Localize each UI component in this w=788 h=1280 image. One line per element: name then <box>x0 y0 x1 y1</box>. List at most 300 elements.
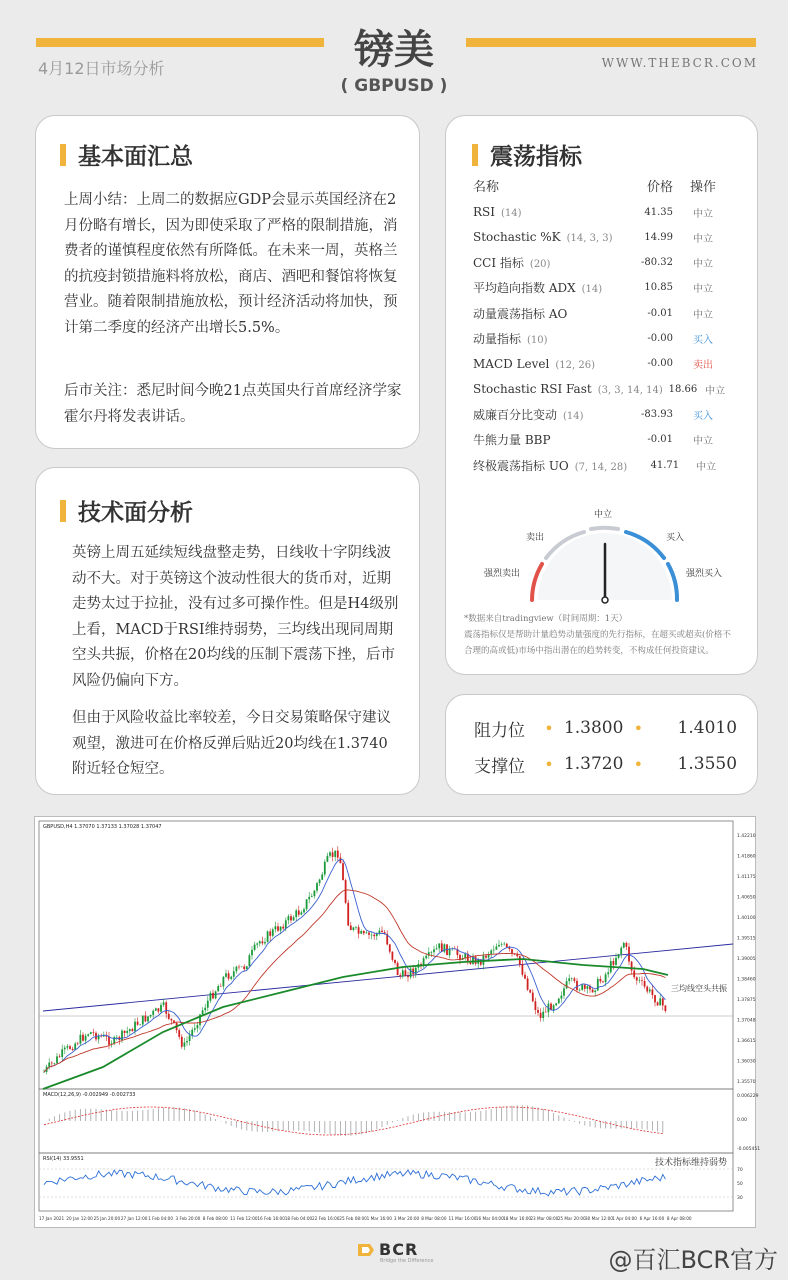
candle-body <box>67 1046 69 1047</box>
candle-body <box>503 944 505 945</box>
candle-body <box>347 903 349 926</box>
candle-body <box>639 980 641 981</box>
time-tick-label: 11 Mar 16:00 <box>448 1216 477 1221</box>
candle-body <box>280 927 282 931</box>
candle-body <box>366 933 368 934</box>
time-tick-label: 3 Feb 20:00 <box>175 1216 201 1221</box>
candle-body <box>269 931 271 935</box>
support-2: 1.3550 <box>677 754 738 774</box>
oscillator-name-cell <box>473 254 615 271</box>
website-url[interactable]: WWW.THEBCR.COM <box>601 56 758 70</box>
candle-body <box>43 1072 45 1073</box>
candle-body <box>358 927 360 934</box>
candle-body <box>506 944 508 948</box>
candle-body <box>301 912 303 914</box>
candle-body <box>329 852 331 855</box>
candle-body <box>407 976 409 977</box>
time-tick-label: 27 Jan 12:00 <box>120 1216 148 1221</box>
candle-body <box>139 1025 141 1026</box>
candle-body <box>371 935 373 936</box>
rsi-header: RSI(14) 33.9551 <box>43 1156 84 1162</box>
candle-body <box>204 1008 206 1011</box>
levels-card <box>445 694 758 795</box>
candle-body <box>207 1001 209 1008</box>
candle-body <box>116 1037 118 1038</box>
candle-body <box>368 933 370 935</box>
candle-body <box>132 1029 134 1031</box>
candle-body <box>212 993 214 999</box>
time-tick-label: 8 Mar 08:00 <box>421 1216 447 1221</box>
oscillator-param: (10) <box>527 335 548 346</box>
candle-body <box>496 947 498 950</box>
bcr-logo <box>356 1240 434 1264</box>
candle-body <box>527 979 529 990</box>
page-subtitle: ( GBPUSD ) <box>340 76 448 96</box>
candle-body <box>327 856 329 862</box>
candle-body <box>160 1005 162 1012</box>
candle-body <box>191 1030 193 1036</box>
oscillator-row <box>473 253 733 273</box>
candle-body <box>249 955 251 966</box>
oscillator-name-cell <box>473 305 615 322</box>
rsi-tick-label: 30 <box>737 1196 743 1201</box>
macd-histogram <box>44 1105 663 1136</box>
report-date: 4月12日市场分析 <box>38 59 165 78</box>
time-tick-label: 30 Mar 12:00 <box>585 1216 613 1221</box>
candle-body <box>561 996 563 999</box>
candle-body <box>238 967 240 968</box>
candle-body <box>553 1005 555 1010</box>
time-tick-label: 17 Jan 2021 <box>39 1216 65 1221</box>
candle-body <box>665 1006 667 1012</box>
candle-body <box>217 986 219 991</box>
time-tick-label: 8 Apr 08:00 <box>666 1216 692 1221</box>
candle-body <box>314 891 316 896</box>
oscillator-price: -0.00 <box>647 333 673 344</box>
technical-strategy: 但由于风险收益比率较差，今日交易策略保守建议观望，激进可在价格反弹后贴近20均线在1.3740附近轻仓短空。 <box>72 710 391 777</box>
candle-body <box>355 927 357 928</box>
candle-body <box>524 975 526 979</box>
time-tick-label: 3 Mar 20:00 <box>393 1216 420 1221</box>
candle-body <box>373 935 375 937</box>
candle-body <box>163 1002 165 1005</box>
price-tick-label: 1.36615 <box>737 1039 756 1044</box>
macd-tick-label: -0.005451 <box>737 1147 761 1152</box>
candle-body <box>602 981 604 982</box>
fundamentals-heading-text: 基本面汇总 <box>78 144 193 170</box>
rsi-annotation: 技术指标维持弱势 <box>655 1158 728 1168</box>
candle-body <box>189 1035 191 1041</box>
candle-body <box>254 945 256 950</box>
candle-body <box>306 899 308 909</box>
oscillator-price: -80.32 <box>640 257 673 269</box>
candle-body <box>623 943 625 948</box>
oscillator-action: 中立 <box>693 208 713 220</box>
candle-body <box>342 863 344 880</box>
candle-body <box>659 998 661 1005</box>
candle-body <box>85 1036 87 1041</box>
candle-body <box>587 986 589 989</box>
rsi-pane-border <box>39 1153 733 1211</box>
candle-body <box>241 967 243 968</box>
fundamentals-summary: 上周小结：上周二的数据应GDP会显示英国经济在2月份略有增长，因为即使采取了严格的限制措施，消费者的谨慎程度依然有所降低。在未来一周，英格兰的抗疫封锁措施料将放松，商店、酒吧和餐馆将恢复营业。随着限制措施放松，预计经济活动将加快，预计第二季度的经济产出增长5.5%。 <box>64 192 398 336</box>
candle-body <box>165 1002 167 1014</box>
candle-body <box>402 970 404 976</box>
candle-body <box>152 1011 154 1015</box>
rsi-line <box>44 1170 665 1196</box>
time-tick-label: 6 Apr 16:00 <box>639 1216 665 1221</box>
oscillator-param: (20) <box>529 259 551 271</box>
oscillator-param: (14) <box>581 284 603 296</box>
candle-body <box>311 896 313 897</box>
oscillator-price: 41.71 <box>650 459 680 471</box>
candle-body <box>657 1002 659 1005</box>
candle-body <box>233 971 235 976</box>
candle-body <box>576 981 578 990</box>
oscillator-name: RSI <box>473 205 495 219</box>
oscillator-row <box>473 227 733 247</box>
candle-body <box>399 975 401 976</box>
resistance-label: 阻力位 <box>474 720 525 741</box>
heading-marker <box>60 144 66 166</box>
candle-body <box>581 985 583 990</box>
candle-body <box>412 969 414 975</box>
candle-body <box>558 999 560 1004</box>
oscillator-param: (14, 3, 3) <box>566 233 613 245</box>
candle-body <box>202 1010 204 1014</box>
price-tick-label: 1.37048 <box>737 1018 756 1024</box>
time-axis <box>39 1216 692 1221</box>
candle-body <box>277 926 279 930</box>
candle-body <box>644 981 646 987</box>
candle-body <box>184 1042 186 1046</box>
candle-body <box>72 1049 74 1050</box>
candle-body <box>215 991 217 998</box>
oscillator-name-cell <box>473 279 615 296</box>
sentiment-gauge <box>446 504 759 624</box>
candle-body <box>436 948 438 949</box>
candle-body <box>641 980 643 981</box>
time-tick-label: 8 Feb 08:00 <box>202 1216 228 1221</box>
candle-body <box>332 852 334 857</box>
candle-body <box>431 952 433 953</box>
candle-body <box>145 1016 147 1022</box>
candle-body <box>542 1012 544 1018</box>
candle-body <box>181 1037 183 1047</box>
candle-body <box>64 1048 66 1050</box>
candle-body <box>584 985 586 989</box>
candle-body <box>636 977 638 980</box>
technical-heading <box>60 494 193 527</box>
candle-body <box>293 917 295 920</box>
fundamentals-heading <box>60 138 193 171</box>
candle-body <box>568 978 570 981</box>
candle-body <box>438 943 440 948</box>
time-tick-label: 1 Apr 04:00 <box>612 1216 637 1221</box>
oscillator-price: -0.01 <box>647 434 673 446</box>
ma-annotation: 三均线空头共振 <box>671 984 727 993</box>
technical-analysis: 英镑上周五延续短线盘整走势，日线收十字阴线波动不大。对于英镑这个波动性很大的货币对，近期走势太过于拉扯，没有过多可操作性。但是H4级别上看，MACD于RSI维持弱势，三均线出现同周期空头共振，价格在20均线的压制下震荡下挫，后市风险仍偏向下方。 <box>72 545 399 689</box>
candle-body <box>303 909 305 912</box>
candle-body <box>223 977 225 987</box>
candle-body <box>285 920 287 928</box>
candle-body <box>600 979 602 982</box>
candle-body <box>654 995 656 1002</box>
candle-body <box>607 972 609 974</box>
time-tick-label: 23 Mar 08:00 <box>530 1216 559 1221</box>
oscillator-name: 动量指标 <box>473 332 522 346</box>
candle-body <box>108 1037 110 1045</box>
candle-body <box>82 1035 84 1041</box>
candle-body <box>129 1029 131 1031</box>
candle-body <box>490 950 492 954</box>
oscillator-action: 中立 <box>693 233 713 245</box>
candle-body <box>511 949 513 953</box>
time-tick-label: 25 Jan 20:00 <box>93 1216 121 1221</box>
time-tick-label: 22 Feb 16:00 <box>312 1216 340 1221</box>
col-price-header: 价格 <box>646 180 673 195</box>
col-name-header: 名称 <box>473 180 500 195</box>
candle-body <box>134 1022 136 1031</box>
oscillator-disclaimer: 震荡指标仅是帮助计量趋势动量强度的先行指标，在超买或超卖(价格不合理的高或低)市场中指出潜在的趋势转变，不构成任何投资建议。 <box>464 630 731 656</box>
candle-body <box>340 858 342 864</box>
candle-body <box>282 927 284 929</box>
candle-body <box>69 1046 71 1049</box>
oscillator-price: -0.01 <box>647 307 673 319</box>
oscillator-name: MACD Level <box>473 356 550 371</box>
candle-body <box>662 998 664 1005</box>
candle-body <box>194 1028 196 1030</box>
oscillator-param: (7, 14, 28) <box>574 461 628 473</box>
candle-body <box>545 1012 547 1013</box>
oscillator-name-cell <box>473 330 615 347</box>
oscillator-name: Stochastic RSI Fast <box>473 382 592 397</box>
candle-body <box>360 931 362 934</box>
candle-body <box>236 967 238 972</box>
oscillator-action: 中立 <box>705 385 726 397</box>
oscillator-name-cell <box>473 205 615 219</box>
candle-body <box>649 990 651 992</box>
price-axis <box>737 833 760 1201</box>
candle-body <box>243 967 245 970</box>
support-label: 支撑位 <box>474 756 525 777</box>
candle-body <box>618 954 620 958</box>
rsi-tick-label: 50 <box>737 1182 743 1187</box>
gauge-label-strong-sell: 强烈卖出 <box>484 569 521 579</box>
candle-body <box>425 956 427 959</box>
candle-body <box>87 1034 89 1036</box>
candle-body <box>220 986 222 987</box>
candle-body <box>592 990 594 993</box>
oscillator-row <box>473 354 733 374</box>
candle-body <box>267 931 269 942</box>
gauge-label-buy: 买入 <box>666 533 685 543</box>
price-tick-label: 1.37875 <box>737 998 756 1003</box>
gauge-label-neutral: 中立 <box>594 510 613 520</box>
macd-header: MACD(12,26,9) -0.002949 -0.002733 <box>43 1092 136 1098</box>
candle-body <box>405 970 407 976</box>
candle-body <box>80 1035 82 1044</box>
candle-body <box>626 943 628 947</box>
oscillator-price: 10.85 <box>644 282 673 294</box>
price-tick-label: 1.36030 <box>737 1059 756 1065</box>
oscillator-action: 买入 <box>693 335 713 346</box>
candle-body <box>142 1016 144 1025</box>
candle-body <box>579 990 581 991</box>
oscillator-name-cell <box>473 406 615 423</box>
candle-body <box>433 949 435 952</box>
oscillator-name: 牛熊力量 BBP <box>473 433 551 448</box>
candle-body <box>392 952 394 960</box>
oscillator-price: 41.35 <box>644 206 673 218</box>
oscillator-row <box>473 329 733 349</box>
price-chart[interactable] <box>34 816 761 1228</box>
chart-symbol-header: GBPUSD,H4 1.37070 1.37133 1.37028 1.37047 <box>43 824 162 830</box>
candle-body <box>168 1014 170 1019</box>
candle-body <box>298 911 300 915</box>
oscillator-action: 中立 <box>693 284 713 296</box>
oscillator-row <box>473 278 733 298</box>
candle-body <box>566 981 568 988</box>
time-tick-label: 25 Feb 08:00 <box>339 1216 367 1221</box>
oscillator-name-cell <box>473 230 615 244</box>
candle-body <box>316 883 318 891</box>
candle-body <box>537 1010 539 1013</box>
candle-body <box>90 1032 92 1034</box>
candle-body <box>519 956 521 964</box>
candle-body <box>363 931 365 933</box>
candle-body <box>613 961 615 965</box>
candle-body <box>620 948 622 954</box>
candle-body <box>295 911 297 918</box>
oscillator-row <box>473 379 733 399</box>
candle-body <box>272 929 274 935</box>
price-tick-label: 1.35570 <box>737 1080 756 1085</box>
candle-body <box>246 966 248 969</box>
candle-body <box>597 979 599 991</box>
candle-body <box>646 987 648 992</box>
candle-body <box>210 993 212 1001</box>
resistance-row <box>474 713 737 743</box>
time-tick-label: 1 Mar 16:00 <box>366 1216 392 1221</box>
candle-body <box>498 945 500 947</box>
candle-body <box>197 1025 199 1028</box>
candle-body <box>264 942 266 943</box>
oscillator-price: -0.00 <box>647 358 673 370</box>
resistance-2: 1.4010 <box>677 718 738 738</box>
candle-body <box>574 978 576 981</box>
fundamentals-outlook: 后市关注：悉尼时间今晚21点英国央行首席经济学家霍尔丹将发表讲话。 <box>64 383 402 425</box>
price-tick-label: 1.39005 <box>737 957 756 962</box>
oscillator-param: (14) <box>563 410 584 422</box>
oscillator-row <box>473 430 733 450</box>
candle-body <box>126 1031 128 1033</box>
candle-body <box>324 862 326 875</box>
bcr-brand: BCR <box>379 1240 419 1259</box>
time-tick-label: 16 Feb 16:00 <box>257 1216 285 1221</box>
candle-body <box>48 1063 50 1067</box>
candle-body <box>394 960 396 963</box>
candle-body <box>444 944 446 952</box>
oscillator-row <box>473 202 733 222</box>
oscillator-action: 卖出 <box>693 360 713 372</box>
candle-body <box>522 964 524 974</box>
candle-body <box>251 950 253 955</box>
candle-body <box>54 1063 56 1064</box>
candle-body <box>155 1008 157 1011</box>
bullet-icon: • <box>633 718 644 738</box>
oscillator-action: 中立 <box>693 309 713 321</box>
oscillator-name: 动量震荡指标 AO <box>473 306 568 321</box>
price-tick-label: 1.42210 <box>737 834 756 839</box>
candle-body <box>290 916 292 920</box>
oscillator-name: Stochastic %K <box>473 230 561 245</box>
time-tick-label: 20 Jan 12:00 <box>66 1216 93 1221</box>
oscillator-name: 平均趋向指数 ADX <box>473 281 576 296</box>
time-tick-label: 25 Mar 20:00 <box>557 1216 586 1221</box>
time-tick-label: 18 Mar 16:00 <box>503 1216 532 1221</box>
technical-heading-text: 技术面分析 <box>78 500 193 526</box>
candle-body <box>124 1031 126 1033</box>
time-tick-label: 16 Mar 04:00 <box>475 1216 504 1221</box>
bcr-tagline: Bridge the Difference <box>380 1258 434 1264</box>
oscillator-action: 中立 <box>693 436 713 448</box>
candle-body <box>321 875 323 880</box>
price-tick-label: 1.40100 <box>737 916 756 921</box>
candle-body <box>150 1015 152 1017</box>
support-row <box>474 749 737 779</box>
oscillator-row <box>473 404 733 424</box>
oscillator-name-cell <box>473 382 663 396</box>
gauge-arc-neutral <box>591 528 618 529</box>
time-tick-label: 1 Feb 04:00 <box>148 1216 174 1221</box>
candle-body <box>493 950 495 951</box>
bullet-icon: • <box>544 718 554 738</box>
candle-body <box>389 944 391 951</box>
candle-body <box>137 1022 139 1025</box>
candle-body <box>532 993 534 1002</box>
oscillator-name: 威廉百分比变动 <box>473 407 558 422</box>
heading-marker <box>472 144 478 166</box>
oscillator-action: 买入 <box>693 410 713 422</box>
candle-body <box>178 1030 180 1037</box>
candle-body <box>334 851 336 857</box>
candle-body <box>529 990 531 993</box>
candle-body <box>652 990 654 996</box>
gauge-label-strong-buy: 强烈买入 <box>686 569 723 579</box>
price-tick-label: 1.39515 <box>737 936 756 942</box>
oscillator-name: CCI 指标 <box>473 256 524 271</box>
candle-body <box>77 1044 79 1045</box>
price-tick-label: 1.41860 <box>737 854 756 860</box>
price-tick-label: 1.38460 <box>737 977 756 983</box>
candle-body <box>230 977 232 979</box>
candle-body <box>158 1008 160 1011</box>
chart-canvas[interactable] <box>35 817 761 1227</box>
oscillator-name: 终极震荡指标 UO <box>473 458 569 473</box>
bullet-icon: • <box>544 754 554 774</box>
candle-body <box>56 1056 58 1063</box>
oscillator-param: (14) <box>501 208 522 219</box>
candle-body <box>337 851 339 858</box>
candle-body <box>51 1063 53 1064</box>
macd-signal-line <box>44 1107 663 1135</box>
candle-body <box>540 1013 542 1018</box>
oscillator-price: 14.99 <box>644 231 673 243</box>
oscillator-param: (12, 26) <box>555 359 595 371</box>
candle-body <box>93 1032 95 1033</box>
oscillator-price: 18.66 <box>668 383 698 395</box>
